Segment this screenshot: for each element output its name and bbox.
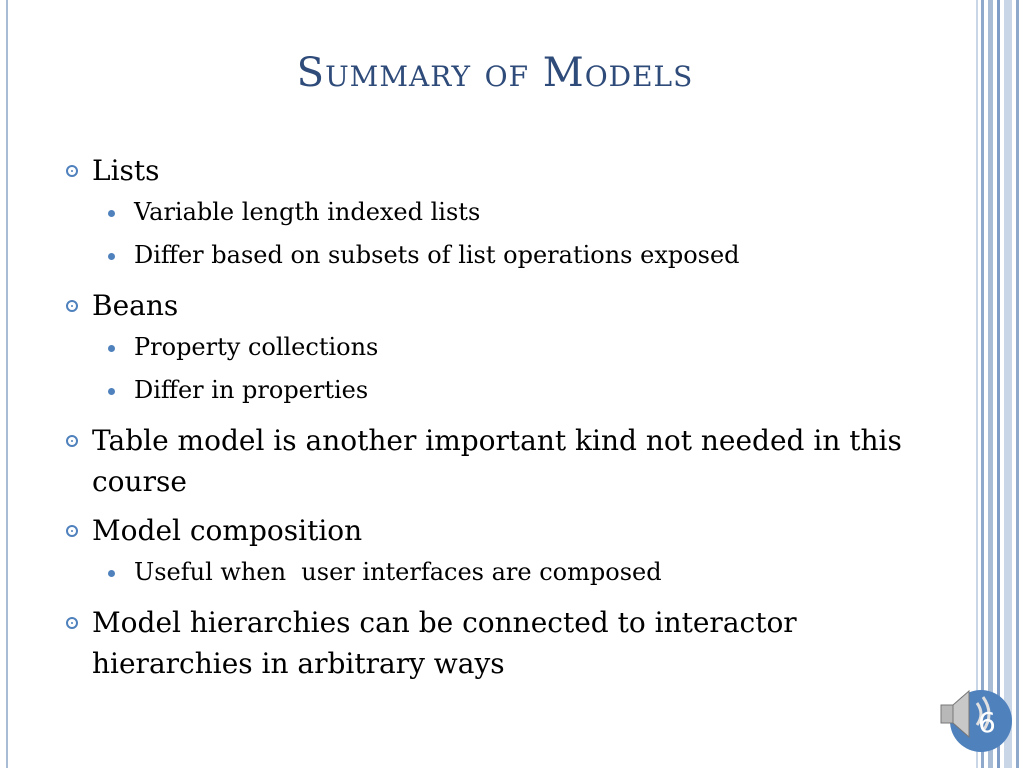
bullet-table-model [64,420,944,502]
slide-left-border [6,0,8,768]
slide-number: 6 [978,706,996,739]
bullet-text: Table model is another important kind not needed in this course [92,424,902,498]
dot-bullet-icon [108,253,115,260]
ring-bullet-icon [66,165,78,177]
sub-bullet-text: Differ in properties [134,376,369,404]
bullet-model-hierarchies [64,602,944,684]
slide-right-border [976,0,1024,768]
dot-bullet-icon [108,210,115,217]
bullet-text: Beans [92,289,179,322]
dot-bullet-icon [108,345,115,352]
bullet-model-composition [64,510,944,551]
sub-bullet [64,234,944,277]
bullet-text: Model hierarchies can be connected to interactor hierarchies in arbitrary ways [92,606,797,680]
sub-bullet [64,191,944,234]
sub-bullet-text: Useful when user interfaces are composed [134,558,662,586]
dot-bullet-icon [108,388,115,395]
sub-bullet [64,326,944,369]
sub-bullet-text: Differ based on subsets of list operations exposed [134,241,740,269]
sub-bullet [64,551,944,594]
bullet-list [64,150,944,684]
bullet-text: Model composition [92,514,363,547]
sub-bullet-text: Property collections [134,333,379,361]
bullet-text: Lists [92,154,160,187]
sub-bullet [64,369,944,412]
bullet-beans [64,285,944,326]
ring-bullet-icon [66,435,78,447]
ring-bullet-icon [66,617,78,629]
dot-bullet-icon [108,570,115,577]
slide-title: Summary of Models [296,50,694,96]
sub-bullet-text: Variable length indexed lists [134,198,481,226]
ring-bullet-icon [66,525,78,537]
bullet-lists [64,150,944,191]
ring-bullet-icon [66,300,78,312]
